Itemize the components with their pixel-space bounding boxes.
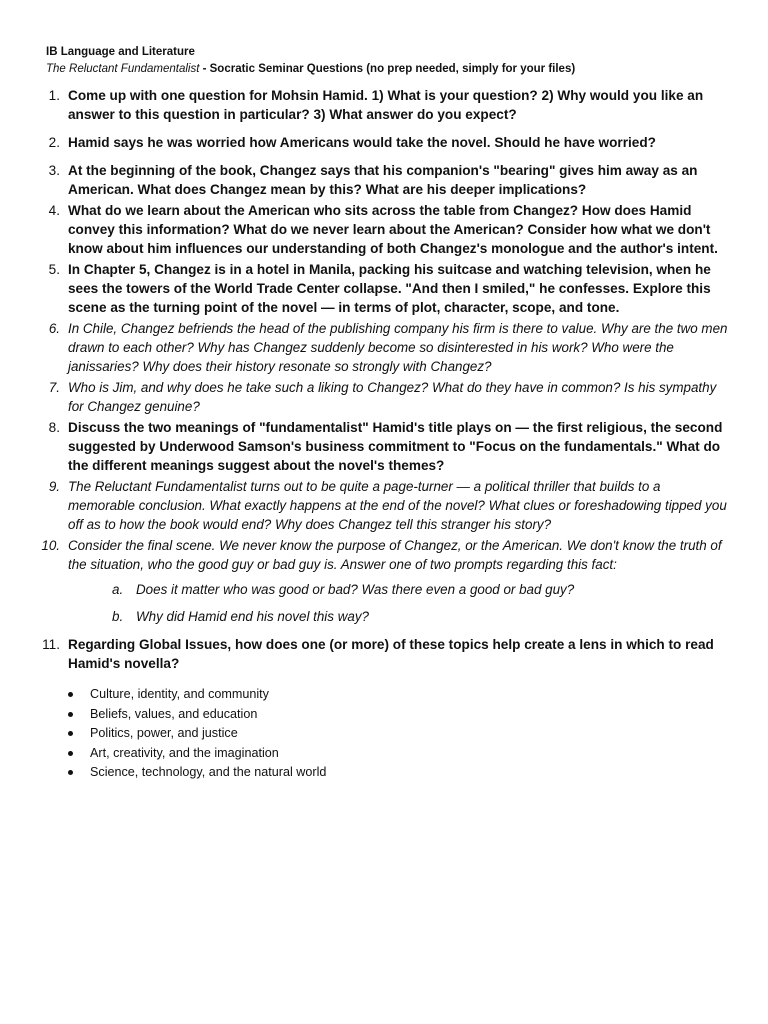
question-item [46, 260, 728, 317]
question-item [46, 133, 728, 152]
bullet-icon [68, 751, 73, 756]
topic-item [68, 763, 728, 783]
question-number: 1. [48, 88, 60, 103]
question-number: 4. [48, 203, 60, 218]
question-text: Hamid says he was worried how Americans would take the novel. Should he have worried? [68, 135, 656, 150]
question-number: 8. [48, 420, 60, 435]
topic-item [68, 744, 728, 764]
topic-item [68, 705, 728, 725]
question-text: Consider the final scene. We never know the purpose of Changez, or the American. We don't know the truth of the situation, who the good guy or bad guy is. Answer one of two prompts regarding this fact: [68, 538, 722, 572]
question-number: 9. [48, 479, 60, 494]
question-text: Come up with one question for Mohsin Hamid. 1) What is your question? 2) Why would you like an answer to this question in particular? 3) What answer do you expect? [68, 88, 704, 122]
question-list [41, 86, 728, 673]
question-text: In Chapter 5, Changez is in a hotel in Manila, packing his suitcase and watching television, when he sees the towers of the World Trade Center collapse. "And then I smiled," he confesses. Explore this scene as the turning point of the novel — in terms of plot, character, scope, and tone. [68, 262, 711, 315]
course-title: IB Language and Literature [46, 46, 195, 58]
question-number: 7. [48, 380, 60, 395]
question-number: 5. [48, 262, 60, 277]
question-number: 11. [42, 637, 60, 652]
topic-text: Beliefs, values, and education [90, 706, 258, 721]
prompt-item [112, 580, 728, 599]
question-number: 2. [48, 135, 60, 150]
document-header [46, 44, 728, 78]
question-item [46, 477, 728, 534]
topic-text: Art, creativity, and the imagination [90, 745, 279, 760]
topic-text: Culture, identity, and community [90, 687, 269, 701]
prompt-text: Does it matter who was good or bad? Was there even a good or bad guy? [136, 582, 575, 597]
question-text: Regarding Global Issues, how does one (or more) of these topics help create a lens in which to read Hamid's novella? [68, 637, 714, 671]
topic-item [68, 724, 728, 744]
handout-subtitle: - Socratic Seminar Questions (no prep needed, simply for your files) [199, 63, 576, 75]
topic-text: Science, technology, and the natural world [90, 765, 327, 780]
prompt-letter: b. [112, 609, 124, 624]
question-text: Discuss the two meanings of "fundamentalist" Hamid's title plays on — the first religious, the second suggested by Underwood Samson's business commitment to "Focus on the fundamentals." What do the different meanings suggest about the novel's themes? [68, 420, 723, 473]
handout-title [46, 61, 728, 78]
question-item [46, 86, 728, 124]
prompt-item [112, 607, 728, 626]
question-text: What do we learn about the American who sits across the table from Changez? How does Hamid convey this information? What do we never learn about the American? Consider how what we don't know about him influences our understanding of both Changez's monologue and the author's intent. [68, 203, 718, 256]
prompt-list [68, 580, 728, 626]
question-number: 10. [41, 538, 60, 553]
global-issues-list [46, 685, 728, 783]
question-text: In Chile, Changez befriends the head of the publishing company his firm is there to value. Why are the two men drawn to each other? Why has Changez suddenly become so disinterested in his work? Who were the janissaries? Why does their history resonate so strongly with Changez? [68, 321, 728, 374]
question-item [46, 161, 728, 199]
question-text: The Reluctant Fundamentalist turns out to be quite a page-turner — a political thriller that builds to a memorable conclusion. What exactly happens at the end of the novel? What clues or foreshadowing tipped you off as to how the book would end? Why does Changez tell this stranger his story? [68, 479, 727, 532]
question-text: At the beginning of the book, Changez says that his companion's "bearing" gives him away as an American. What does Changez mean by this? What are his deeper implications? [68, 163, 698, 197]
question-item [46, 319, 728, 376]
topic-item [68, 685, 728, 705]
prompt-text: Why did Hamid end his novel this way? [136, 609, 369, 624]
question-number: 6. [48, 321, 60, 336]
book-title: The Reluctant Fundamentalist [46, 63, 200, 75]
question-number: 3. [48, 163, 60, 178]
bullet-icon [68, 770, 73, 775]
bullet-icon [68, 692, 73, 697]
bullet-icon [68, 712, 73, 717]
question-item [42, 635, 728, 673]
prompt-letter: a. [112, 582, 124, 597]
question-item [46, 418, 728, 475]
bullet-icon [68, 731, 73, 736]
question-text: Who is Jim, and why does he take such a liking to Changez? What do they have in common? Is his sympathy for Changez genuine? [68, 380, 717, 414]
question-item [46, 201, 728, 258]
topic-text: Politics, power, and justice [90, 726, 238, 741]
question-item [41, 536, 728, 626]
question-item [46, 378, 728, 416]
